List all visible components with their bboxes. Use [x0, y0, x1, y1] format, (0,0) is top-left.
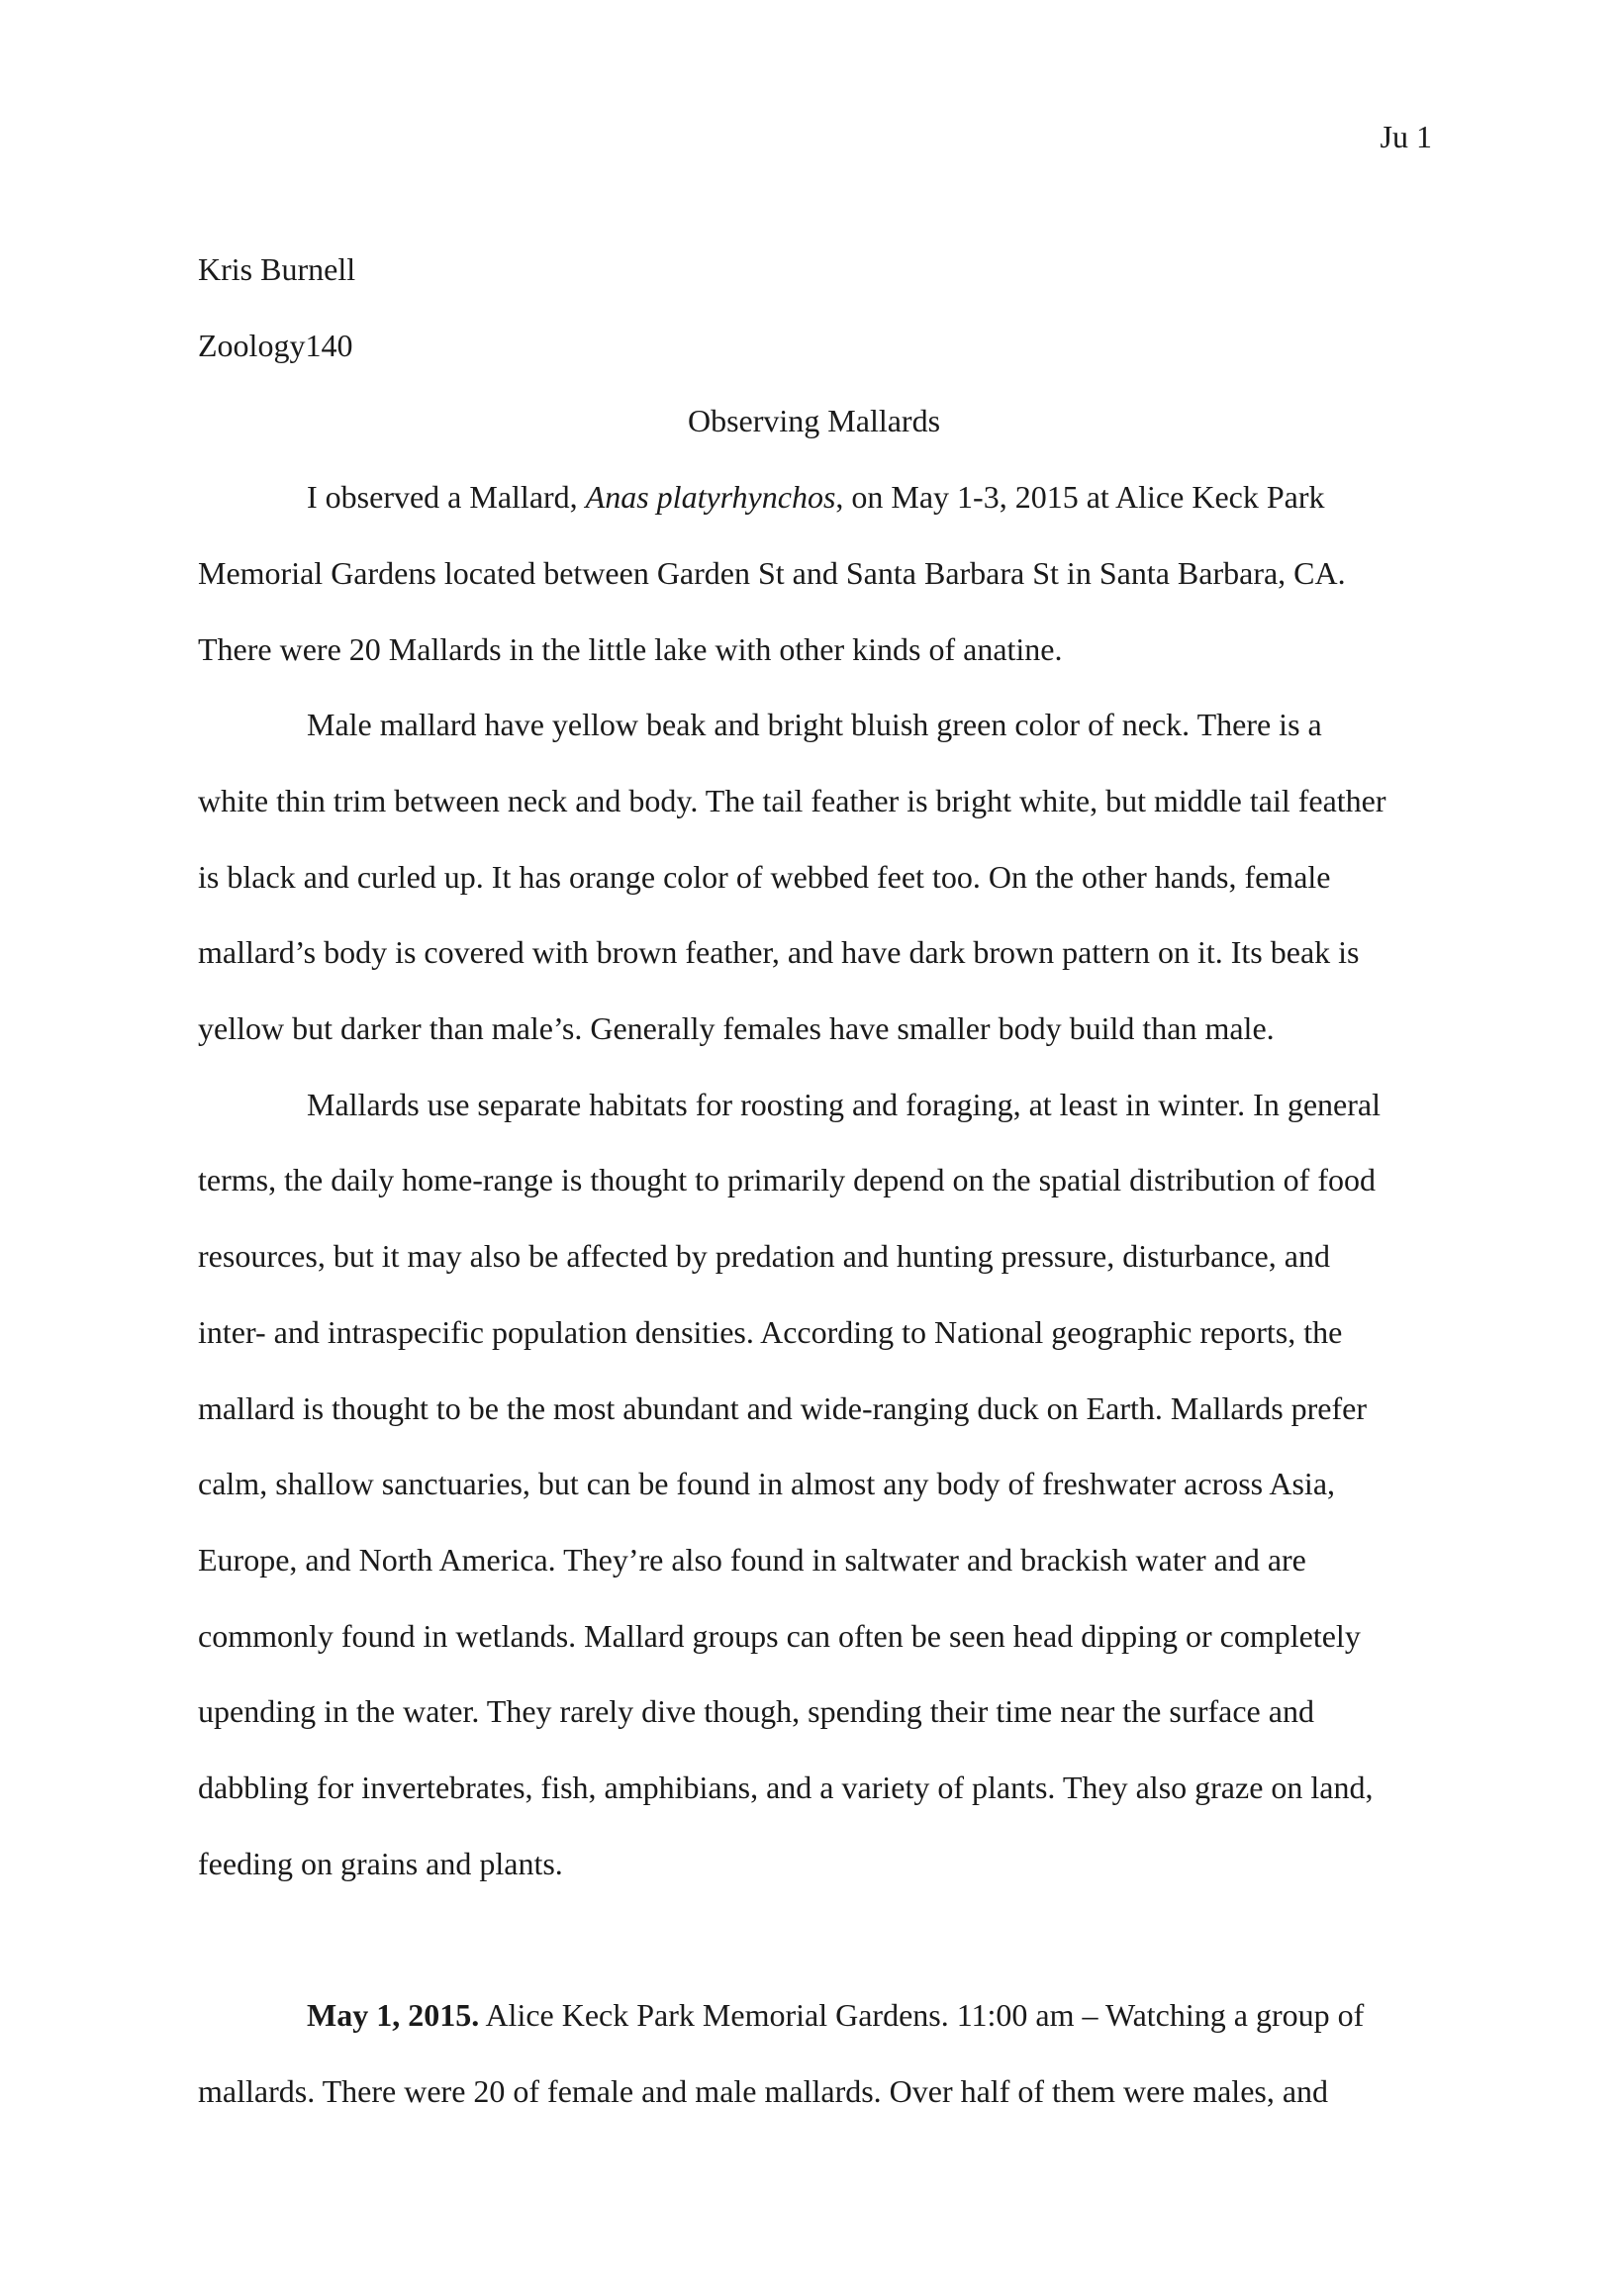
text-segment: Alice Keck Park Memorial Gardens. 11:00 am – Watching a group of — [479, 1997, 1365, 2034]
paragraph-appearance — [198, 687, 1430, 1067]
paragraph-line: Male mallard have yellow beak and bright bluish green color of neck. There is a — [307, 707, 1322, 743]
document-body — [198, 232, 1430, 2130]
paragraph-line — [198, 459, 1430, 535]
paragraph-line: upending in the water. They rarely dive though, spending their time near the surface and — [198, 1693, 1314, 1730]
paragraph-line: mallards. There were 20 of female and male mallards. Over half of them were males, and — [198, 2072, 1329, 2109]
entry-date: May 1, 2015. — [307, 1997, 480, 2034]
paragraph-line: calm, shallow sanctuaries, but can be found in almost any body of freshwater across Asia, — [198, 1466, 1336, 1502]
paragraph-line: dabbling for invertebrates, fish, amphibians, and a variety of plants. They also graze on land, — [198, 1770, 1374, 1806]
paragraph-line: inter- and intraspecific population densities. According to National geographic reports, the — [198, 1313, 1343, 1350]
text-segment: I observed a Mallard, — [307, 479, 586, 516]
paragraph-habitat — [198, 1067, 1430, 1902]
paragraph-line: mallard’s body is covered with brown feather, and have dark brown pattern on it. Its beak is — [198, 934, 1360, 971]
page-number-header: Ju 1 — [1380, 119, 1432, 154]
paragraph-line: mallard is thought to be the most abundant and wide-ranging duck on Earth. Mallards prefer — [198, 1389, 1368, 1426]
paragraph-line: white thin trim between neck and body. The tail feather is bright white, but middle tail feather — [198, 782, 1386, 818]
document-title: Observing Mallards — [687, 403, 941, 439]
paragraph-observation-intro — [198, 459, 1430, 687]
paragraph-line: resources, but it may also be affected by predation and hunting pressure, disturbance, and — [198, 1238, 1330, 1275]
journal-entry — [198, 1977, 1430, 2129]
blank-line — [198, 1901, 1430, 1977]
paragraph-line: commonly found in wetlands. Mallard groups can often be seen head dipping or completely — [198, 1617, 1361, 1654]
paragraph-line: yellow but darker than male’s. Generally females have smaller body build than male. — [198, 1010, 1275, 1047]
author-name: Kris Burnell — [198, 251, 356, 287]
course-name: Zoology140 — [198, 327, 353, 363]
paragraph-line: terms, the daily home-range is thought to primarily depend on the spatial distribution of food — [198, 1162, 1376, 1198]
species-name: Anas platyrhynchos — [585, 479, 836, 516]
paragraph-line: Europe, and North America. They’re also found in saltwater and brackish water and are — [198, 1541, 1306, 1578]
paragraph-line: feeding on grains and plants. — [198, 1845, 563, 1881]
paragraph-line: There were 20 Mallards in the little lake with other kinds of anatine. — [198, 630, 1063, 667]
text-segment: , on May 1-3, 2015 at Alice Keck Park — [835, 479, 1325, 516]
paragraph-line: Mallards use separate habitats for roosting and foraging, at least in winter. In general — [307, 1086, 1381, 1122]
paragraph-line: is black and curled up. It has orange color of webbed feet too. On the other hands, female — [198, 858, 1331, 895]
paragraph-line: Memorial Gardens located between Garden St and Santa Barbara St in Santa Barbara, CA. — [198, 554, 1346, 591]
paragraph-line — [198, 1977, 1430, 2054]
